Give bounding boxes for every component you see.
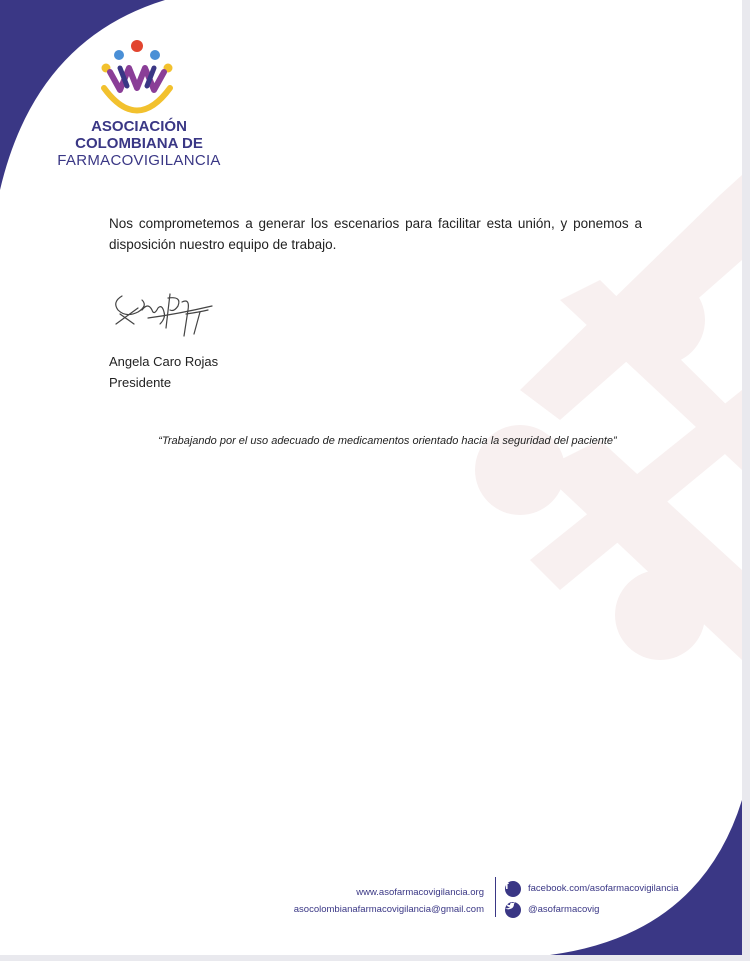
signer-name: Angela Caro Rojas [109,354,219,369]
body-paragraph: Nos comprometemos a generar los escenarios para facilitar esta unión, y ponemos a disposición nuestro equipo de trabajo. [109,216,642,252]
twitter-row[interactable] [505,899,679,920]
twitter-icon [505,902,521,918]
organization-logo [100,38,174,116]
facebook-link[interactable]: facebook.com/asofarmacovigilancia [528,883,679,894]
org-name-line3: FARMACOVIGILANCIA [57,152,221,169]
twitter-handle[interactable]: @asofarmacovig [528,904,600,915]
email-link[interactable]: asocolombianafarmacovigilancia@gmail.com [293,904,484,915]
facebook-row[interactable] [505,878,679,899]
org-name-line2: COLOMBIANA DE [75,135,203,152]
footer-contact [294,884,484,918]
website-link[interactable]: www.asofarmacovigilancia.org [356,887,484,898]
handwritten-signature [108,284,228,346]
org-name-line1: ASOCIACIÓN [91,118,187,135]
footer-divider [495,877,496,917]
organization-name [54,118,224,169]
signer-title: Presidente [109,375,172,390]
facebook-icon: f [505,881,521,897]
footer-social [505,878,679,920]
motto-quote: “Trabajando por el uso adecuado de medicamentos orientado hacia la seguridad del paciente” [158,435,617,447]
